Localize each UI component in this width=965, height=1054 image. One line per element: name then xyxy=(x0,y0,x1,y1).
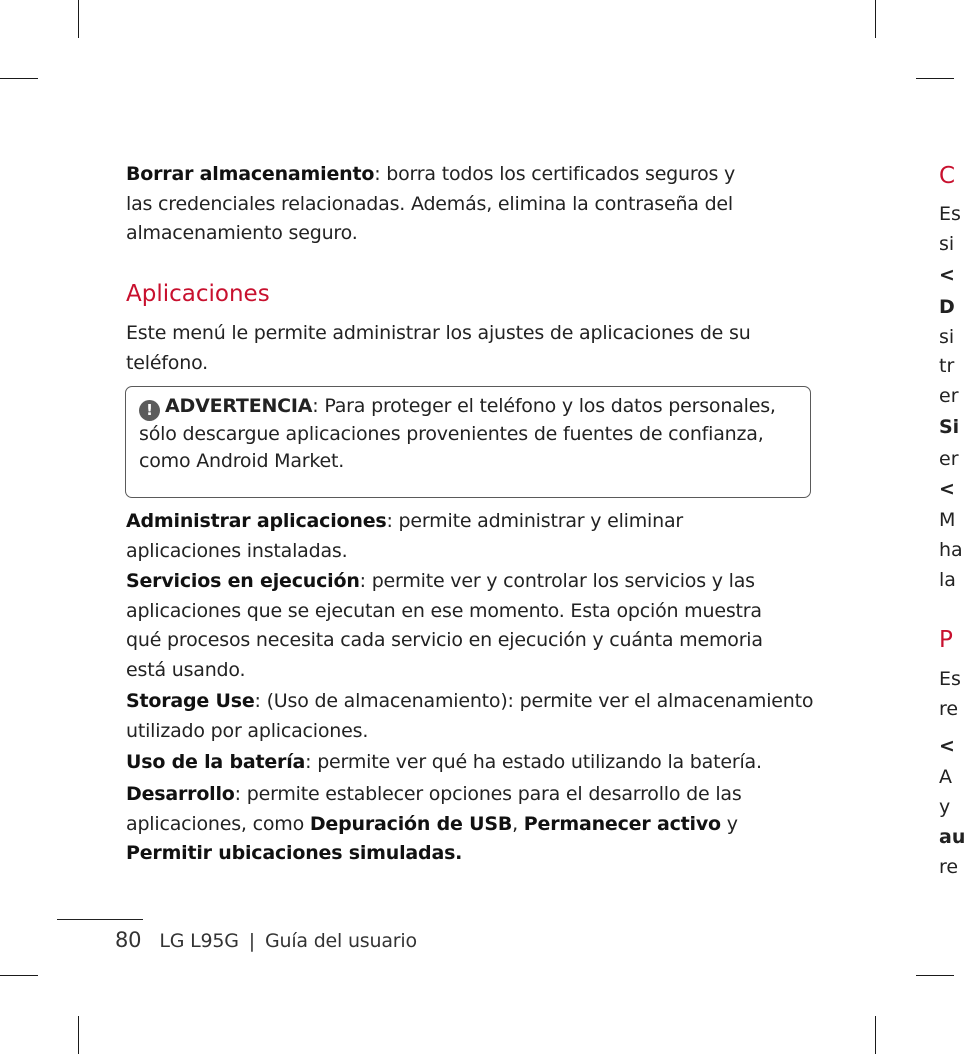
guide-title: Guía del usuario xyxy=(264,930,417,952)
term-label: Administrar aplicaciones xyxy=(126,510,387,532)
menu-item xyxy=(126,507,786,566)
term-label: Servicios en ejecución xyxy=(126,570,360,592)
page-footer xyxy=(115,928,417,952)
crop-mark xyxy=(875,1016,876,1054)
next-page-text-fragment: si xyxy=(939,326,955,348)
term-label: Desarrollo xyxy=(126,783,235,805)
menu-item xyxy=(126,780,806,869)
option-stay-awake: Permanecer activo xyxy=(523,812,721,835)
menu-item xyxy=(126,748,816,778)
crop-mark xyxy=(78,0,79,38)
next-page-text-fragment: ha xyxy=(939,539,963,561)
crop-mark xyxy=(916,975,954,976)
next-page-heading-fragment: C xyxy=(939,163,956,189)
section-heading: Aplicaciones xyxy=(126,281,270,307)
term-label: Borrar almacenamiento xyxy=(126,163,375,185)
next-page-text-fragment: la xyxy=(939,569,956,591)
next-page-text-fragment: tr xyxy=(939,355,955,377)
term-label: Uso de la batería xyxy=(126,751,306,773)
crop-mark xyxy=(0,975,38,976)
next-page-text-fragment: re xyxy=(939,856,959,878)
next-page-text-fragment: A xyxy=(939,766,952,788)
footer-rule xyxy=(57,919,143,920)
section-description: Este menú le permite administrar los ajustes de aplicaciones de su teléfono. xyxy=(126,322,751,374)
next-page-text-fragment: Si xyxy=(939,416,960,438)
product-name: LG L95G xyxy=(159,930,239,952)
crop-mark xyxy=(875,0,876,38)
option-usb-debugging: Depuración de USB xyxy=(309,812,513,835)
next-page-text-fragment: au xyxy=(939,826,965,848)
next-page-heading-fragment: P xyxy=(939,627,953,653)
conjunction: y xyxy=(720,812,738,835)
next-page-text-fragment: Es xyxy=(939,668,961,690)
next-page-text-fragment: er xyxy=(939,385,959,407)
separator-comma: , xyxy=(512,812,518,835)
next-page-text-fragment: < xyxy=(939,735,955,757)
term-label: Storage Use xyxy=(126,690,255,712)
term-description: : (Uso de almacenamiento): permite ver el almacenamiento utilizado por aplicaciones. xyxy=(126,690,814,742)
footer-separator: | xyxy=(248,930,255,952)
page-number: 80 xyxy=(115,928,142,952)
menu-item xyxy=(126,687,816,746)
term-description: : permite establecer opciones para el desarrollo de las aplicaciones, como xyxy=(126,783,742,835)
option-mock-locations: Permitir ubicaciones simuladas. xyxy=(126,842,463,864)
crop-mark xyxy=(0,78,38,79)
next-page-text-fragment: Es xyxy=(939,203,961,225)
term-description: : permite ver y controlar los servicios y las aplicaciones que se ejecutan en ese momento. Esta opción muestra qué procesos necesita cada servicio en ejecución y cuánta memoria está usando. xyxy=(126,570,763,681)
crop-mark xyxy=(916,78,954,79)
warning-icon: ! xyxy=(139,400,160,421)
next-page-text-fragment: si xyxy=(939,233,955,255)
term-description: : borra todos los certificados seguros y las credenciales relacionadas. Además, elimina la contraseña del almacenamiento seguro. xyxy=(126,163,736,244)
menu-item xyxy=(126,567,786,685)
term-description: : permite administrar y eliminar aplicaciones instaladas. xyxy=(126,510,684,562)
next-page-text-fragment: M xyxy=(939,509,956,531)
next-page-text-fragment: er xyxy=(939,448,959,470)
next-page-text-fragment: < xyxy=(939,264,955,286)
intro-paragraph xyxy=(126,160,746,249)
warning-box xyxy=(125,386,811,498)
next-page-text-fragment: re xyxy=(939,698,959,720)
warning-body: : Para proteger el teléfono y los datos personales, sólo descargue aplicaciones provenientes de fuentes de confianza, como Android Market. xyxy=(139,395,776,472)
warning-label: ADVERTENCIA xyxy=(165,395,313,417)
next-page-text-fragment: D xyxy=(939,296,955,318)
next-page-text-fragment: y xyxy=(939,796,951,818)
crop-mark xyxy=(78,1016,79,1054)
term-description: : permite ver qué ha estado utilizando la batería. xyxy=(305,751,762,773)
warning-text xyxy=(139,393,789,474)
next-page-text-fragment: < xyxy=(939,478,955,500)
